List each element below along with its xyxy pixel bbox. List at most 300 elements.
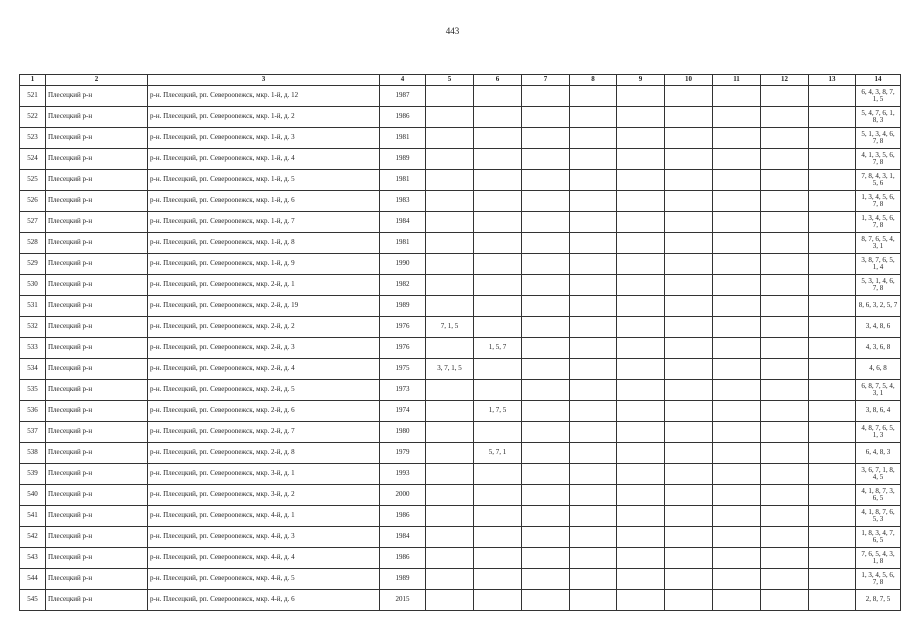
col-5-cell: 3, 7, 1, 5	[426, 359, 474, 380]
col-7-cell	[522, 254, 570, 275]
year-cell: 1973	[380, 380, 426, 401]
year-cell: 1986	[380, 506, 426, 527]
col-8-cell	[570, 569, 617, 590]
column-header-7: 7	[522, 75, 570, 86]
col-10-cell	[665, 296, 713, 317]
col-13-cell	[809, 338, 856, 359]
col-11-cell	[713, 464, 761, 485]
address-cell: р-н. Плесецкий, рп. Северооnежск, мкр. 2-й, д. 19	[148, 296, 380, 317]
table-row	[20, 254, 901, 275]
year-cell: 1986	[380, 548, 426, 569]
year-cell: 1976	[380, 317, 426, 338]
address-cell: р-н. Плесецкий, рп. Северооnежск, мкр. 2-й, д. 3	[148, 338, 380, 359]
column-header-6: 6	[474, 75, 522, 86]
col-5-cell	[426, 590, 474, 611]
address-cell: р-н. Плесецкий, рп. Северооnежск, мкр. 2-й, д. 2	[148, 317, 380, 338]
col-10-cell	[665, 254, 713, 275]
col-5-cell	[426, 443, 474, 464]
year-cell: 1979	[380, 443, 426, 464]
col-13-cell	[809, 380, 856, 401]
col-8-cell	[570, 464, 617, 485]
row-number-cell: 532	[20, 317, 46, 338]
row-number-cell: 530	[20, 275, 46, 296]
col-5-cell	[426, 128, 474, 149]
col-9-cell	[617, 422, 665, 443]
col-6-cell	[474, 485, 522, 506]
year-cell: 1981	[380, 170, 426, 191]
col-9-cell	[617, 485, 665, 506]
col-6-cell: 1, 7, 5	[474, 401, 522, 422]
col-6-cell	[474, 275, 522, 296]
col-10-cell	[665, 86, 713, 107]
col-10-cell	[665, 464, 713, 485]
district-cell: Плесецкий р-н	[46, 548, 148, 569]
table-row	[20, 548, 901, 569]
col-14-cell: 7, 6, 5, 4, 3, 1, 8	[856, 548, 901, 569]
col-10-cell	[665, 170, 713, 191]
col-6-cell	[474, 212, 522, 233]
col-7-cell	[522, 359, 570, 380]
col-13-cell	[809, 170, 856, 191]
year-cell: 1987	[380, 86, 426, 107]
address-cell: р-н. Плесецкий, рп. Северооnежск, мкр. 1-й, д. 4	[148, 149, 380, 170]
row-number-cell: 526	[20, 191, 46, 212]
table-row	[20, 107, 901, 128]
col-8-cell	[570, 212, 617, 233]
col-8-cell	[570, 191, 617, 212]
table-row	[20, 170, 901, 191]
col-10-cell	[665, 338, 713, 359]
table-row	[20, 590, 901, 611]
district-cell: Плесецкий р-н	[46, 254, 148, 275]
col-12-cell	[761, 233, 809, 254]
address-cell: р-н. Плесецкий, рп. Северооnежск, мкр. 2-й, д. 7	[148, 422, 380, 443]
address-cell: р-н. Плесецкий, рп. Северооnежск, мкр. 4-й, д. 6	[148, 590, 380, 611]
col-10-cell	[665, 485, 713, 506]
col-14-cell: 3, 8, 7, 6, 5, 1, 4	[856, 254, 901, 275]
col-6-cell	[474, 548, 522, 569]
row-number-cell: 544	[20, 569, 46, 590]
col-8-cell	[570, 548, 617, 569]
col-10-cell	[665, 506, 713, 527]
col-12-cell	[761, 527, 809, 548]
table-row	[20, 128, 901, 149]
district-cell: Плесецкий р-н	[46, 296, 148, 317]
col-13-cell	[809, 233, 856, 254]
col-5-cell	[426, 296, 474, 317]
col-9-cell	[617, 191, 665, 212]
col-12-cell	[761, 107, 809, 128]
col-5-cell	[426, 569, 474, 590]
col-12-cell	[761, 86, 809, 107]
col-14-cell: 5, 3, 1, 4, 6, 7, 8	[856, 275, 901, 296]
address-cell: р-н. Плесецкий, рп. Северооnежск, мкр. 4-й, д. 5	[148, 569, 380, 590]
col-7-cell	[522, 86, 570, 107]
row-number-cell: 542	[20, 527, 46, 548]
col-12-cell	[761, 149, 809, 170]
col-9-cell	[617, 170, 665, 191]
col-8-cell	[570, 401, 617, 422]
address-cell: р-н. Плесецкий, рп. Северооnежск, мкр. 3-й, д. 1	[148, 464, 380, 485]
table-row	[20, 338, 901, 359]
col-11-cell	[713, 212, 761, 233]
col-6-cell	[474, 191, 522, 212]
col-10-cell	[665, 233, 713, 254]
col-5-cell	[426, 464, 474, 485]
col-5-cell	[426, 170, 474, 191]
col-6-cell	[474, 170, 522, 191]
district-cell: Плесецкий р-н	[46, 170, 148, 191]
col-11-cell	[713, 590, 761, 611]
col-6-cell	[474, 464, 522, 485]
row-number-cell: 528	[20, 233, 46, 254]
row-number-cell: 531	[20, 296, 46, 317]
col-7-cell	[522, 527, 570, 548]
table-row	[20, 296, 901, 317]
col-9-cell	[617, 128, 665, 149]
table-row	[20, 317, 901, 338]
col-8-cell	[570, 254, 617, 275]
col-9-cell	[617, 590, 665, 611]
col-8-cell	[570, 527, 617, 548]
district-cell: Плесецкий р-н	[46, 464, 148, 485]
col-11-cell	[713, 527, 761, 548]
col-5-cell	[426, 191, 474, 212]
col-6-cell	[474, 296, 522, 317]
col-8-cell	[570, 380, 617, 401]
col-10-cell	[665, 191, 713, 212]
district-cell: Плесецкий р-н	[46, 422, 148, 443]
address-cell: р-н. Плесецкий, рп. Северооnежск, мкр. 1-й, д. 6	[148, 191, 380, 212]
col-5-cell	[426, 422, 474, 443]
col-12-cell	[761, 506, 809, 527]
row-number-cell: 537	[20, 422, 46, 443]
col-8-cell	[570, 338, 617, 359]
row-number-cell: 539	[20, 464, 46, 485]
year-cell: 2015	[380, 590, 426, 611]
col-10-cell	[665, 212, 713, 233]
col-5-cell	[426, 485, 474, 506]
col-11-cell	[713, 275, 761, 296]
district-cell: Плесецкий р-н	[46, 233, 148, 254]
col-7-cell	[522, 128, 570, 149]
address-cell: р-н. Плесецкий, рп. Северооnежск, мкр. 1-й, д. 3	[148, 128, 380, 149]
col-5-cell	[426, 212, 474, 233]
col-5-cell	[426, 548, 474, 569]
address-cell: р-н. Плесецкий, рп. Северооnежск, мкр. 1-й, д. 5	[148, 170, 380, 191]
year-cell: 1984	[380, 527, 426, 548]
col-6-cell	[474, 128, 522, 149]
col-11-cell	[713, 296, 761, 317]
address-cell: р-н. Плесецкий, рп. Северооnежск, мкр. 1-й, д. 7	[148, 212, 380, 233]
col-14-cell: 4, 1, 8, 7, 6, 5, 3	[856, 506, 901, 527]
column-header-11: 11	[713, 75, 761, 86]
table-body	[20, 86, 901, 611]
col-11-cell	[713, 86, 761, 107]
col-13-cell	[809, 590, 856, 611]
col-7-cell	[522, 380, 570, 401]
address-cell: р-н. Плесецкий, рп. Северооnежск, мкр. 1-й, д. 2	[148, 107, 380, 128]
col-6-cell	[474, 590, 522, 611]
col-13-cell	[809, 212, 856, 233]
col-10-cell	[665, 275, 713, 296]
col-5-cell	[426, 275, 474, 296]
col-6-cell	[474, 359, 522, 380]
district-cell: Плесецкий р-н	[46, 191, 148, 212]
col-7-cell	[522, 548, 570, 569]
table-row	[20, 86, 901, 107]
col-12-cell	[761, 464, 809, 485]
col-8-cell	[570, 359, 617, 380]
table-row	[20, 443, 901, 464]
col-6-cell	[474, 380, 522, 401]
year-cell: 1986	[380, 107, 426, 128]
col-7-cell	[522, 107, 570, 128]
col-10-cell	[665, 317, 713, 338]
year-cell: 1975	[380, 359, 426, 380]
col-14-cell: 8, 6, 3, 2, 5, 7	[856, 296, 901, 317]
column-header-8: 8	[570, 75, 617, 86]
address-cell: р-н. Плесецкий, рп. Северооnежск, мкр. 4-й, д. 4	[148, 548, 380, 569]
column-header-14: 14	[856, 75, 901, 86]
table-row	[20, 212, 901, 233]
col-11-cell	[713, 317, 761, 338]
col-12-cell	[761, 359, 809, 380]
col-6-cell	[474, 569, 522, 590]
col-11-cell	[713, 506, 761, 527]
col-8-cell	[570, 107, 617, 128]
year-cell: 1984	[380, 212, 426, 233]
col-6-cell	[474, 233, 522, 254]
col-11-cell	[713, 422, 761, 443]
district-cell: Плесецкий р-н	[46, 590, 148, 611]
col-12-cell	[761, 170, 809, 191]
table-row	[20, 380, 901, 401]
district-cell: Плесецкий р-н	[46, 338, 148, 359]
col-5-cell	[426, 401, 474, 422]
column-header-1: 1	[20, 75, 46, 86]
col-14-cell: 1, 3, 4, 5, 6, 7, 8	[856, 212, 901, 233]
column-header-5: 5	[426, 75, 474, 86]
table-row	[20, 401, 901, 422]
col-9-cell	[617, 401, 665, 422]
year-cell: 1981	[380, 128, 426, 149]
col-10-cell	[665, 443, 713, 464]
district-cell: Плесецкий р-н	[46, 212, 148, 233]
col-5-cell	[426, 254, 474, 275]
col-10-cell	[665, 548, 713, 569]
table-row	[20, 359, 901, 380]
year-cell: 1974	[380, 401, 426, 422]
col-14-cell: 5, 1, 3, 4, 6, 7, 8	[856, 128, 901, 149]
col-7-cell	[522, 191, 570, 212]
col-12-cell	[761, 128, 809, 149]
row-number-cell: 534	[20, 359, 46, 380]
col-14-cell: 6, 8, 7, 5, 4, 3, 1	[856, 380, 901, 401]
row-number-cell: 524	[20, 149, 46, 170]
col-8-cell	[570, 149, 617, 170]
col-13-cell	[809, 275, 856, 296]
col-12-cell	[761, 275, 809, 296]
col-10-cell	[665, 380, 713, 401]
col-7-cell	[522, 485, 570, 506]
housing-table	[19, 74, 901, 611]
address-cell: р-н. Плесецкий, рп. Северооnежск, мкр. 2-й, д. 1	[148, 275, 380, 296]
row-number-cell: 521	[20, 86, 46, 107]
column-header-12: 12	[761, 75, 809, 86]
col-8-cell	[570, 296, 617, 317]
header-row	[20, 75, 901, 86]
col-12-cell	[761, 443, 809, 464]
col-11-cell	[713, 569, 761, 590]
col-14-cell: 5, 4, 7, 6, 1, 8, 3	[856, 107, 901, 128]
district-cell: Плесецкий р-н	[46, 380, 148, 401]
row-number-cell: 527	[20, 212, 46, 233]
col-8-cell	[570, 275, 617, 296]
year-cell: 1980	[380, 422, 426, 443]
table-row	[20, 233, 901, 254]
column-header-2: 2	[46, 75, 148, 86]
col-7-cell	[522, 317, 570, 338]
district-cell: Плесецкий р-н	[46, 527, 148, 548]
year-cell: 1989	[380, 569, 426, 590]
col-10-cell	[665, 422, 713, 443]
district-cell: Плесецкий р-н	[46, 275, 148, 296]
col-8-cell	[570, 86, 617, 107]
col-7-cell	[522, 170, 570, 191]
col-11-cell	[713, 380, 761, 401]
column-header-3: 3	[148, 75, 380, 86]
address-cell: р-н. Плесецкий, рп. Северооnежск, мкр. 1-й, д. 12	[148, 86, 380, 107]
col-9-cell	[617, 380, 665, 401]
col-11-cell	[713, 254, 761, 275]
col-9-cell	[617, 254, 665, 275]
col-13-cell	[809, 86, 856, 107]
district-cell: Плесецкий р-н	[46, 317, 148, 338]
col-13-cell	[809, 506, 856, 527]
col-14-cell: 3, 6, 7, 1, 8, 4, 5	[856, 464, 901, 485]
col-5-cell	[426, 149, 474, 170]
col-14-cell: 2, 8, 7, 5	[856, 590, 901, 611]
col-10-cell	[665, 149, 713, 170]
col-10-cell	[665, 107, 713, 128]
col-5-cell: 7, 1, 5	[426, 317, 474, 338]
year-cell: 1989	[380, 149, 426, 170]
district-cell: Плесецкий р-н	[46, 359, 148, 380]
col-13-cell	[809, 401, 856, 422]
col-9-cell	[617, 296, 665, 317]
col-7-cell	[522, 338, 570, 359]
row-number-cell: 536	[20, 401, 46, 422]
col-14-cell: 3, 8, 6, 4	[856, 401, 901, 422]
row-number-cell: 533	[20, 338, 46, 359]
address-cell: р-н. Плесецкий, рп. Северооnежск, мкр. 2-й, д. 6	[148, 401, 380, 422]
col-9-cell	[617, 212, 665, 233]
address-cell: р-н. Плесецкий, рп. Северооnежск, мкр. 4-й, д. 3	[148, 527, 380, 548]
col-9-cell	[617, 233, 665, 254]
column-header-9: 9	[617, 75, 665, 86]
table-row	[20, 506, 901, 527]
col-11-cell	[713, 338, 761, 359]
year-cell: 1976	[380, 338, 426, 359]
district-cell: Плесецкий р-н	[46, 569, 148, 590]
col-8-cell	[570, 590, 617, 611]
year-cell: 1990	[380, 254, 426, 275]
district-cell: Плесецкий р-н	[46, 506, 148, 527]
col-7-cell	[522, 422, 570, 443]
col-7-cell	[522, 233, 570, 254]
year-cell: 2000	[380, 485, 426, 506]
col-14-cell: 1, 3, 4, 5, 6, 7, 8	[856, 569, 901, 590]
col-5-cell	[426, 86, 474, 107]
table-row	[20, 485, 901, 506]
col-6-cell	[474, 527, 522, 548]
year-cell: 1993	[380, 464, 426, 485]
row-number-cell: 543	[20, 548, 46, 569]
col-12-cell	[761, 380, 809, 401]
col-13-cell	[809, 464, 856, 485]
col-11-cell	[713, 170, 761, 191]
col-9-cell	[617, 359, 665, 380]
col-12-cell	[761, 485, 809, 506]
col-7-cell	[522, 464, 570, 485]
col-6-cell	[474, 254, 522, 275]
col-6-cell	[474, 149, 522, 170]
col-5-cell	[426, 233, 474, 254]
col-9-cell	[617, 107, 665, 128]
col-8-cell	[570, 233, 617, 254]
district-cell: Плесецкий р-н	[46, 401, 148, 422]
address-cell: р-н. Плесецкий, рп. Северооnежск, мкр. 1-й, д. 8	[148, 233, 380, 254]
row-number-cell: 523	[20, 128, 46, 149]
col-11-cell	[713, 233, 761, 254]
col-12-cell	[761, 338, 809, 359]
col-9-cell	[617, 548, 665, 569]
row-number-cell: 545	[20, 590, 46, 611]
col-10-cell	[665, 590, 713, 611]
col-12-cell	[761, 422, 809, 443]
row-number-cell: 525	[20, 170, 46, 191]
col-13-cell	[809, 191, 856, 212]
col-7-cell	[522, 569, 570, 590]
col-7-cell	[522, 212, 570, 233]
district-cell: Плесецкий р-н	[46, 128, 148, 149]
row-number-cell: 541	[20, 506, 46, 527]
col-11-cell	[713, 401, 761, 422]
col-14-cell: 4, 1, 3, 5, 6, 7, 8	[856, 149, 901, 170]
col-12-cell	[761, 401, 809, 422]
col-13-cell	[809, 359, 856, 380]
table-row	[20, 569, 901, 590]
col-12-cell	[761, 548, 809, 569]
col-6-cell	[474, 317, 522, 338]
col-12-cell	[761, 317, 809, 338]
col-13-cell	[809, 317, 856, 338]
row-number-cell: 522	[20, 107, 46, 128]
col-5-cell	[426, 380, 474, 401]
row-number-cell: 535	[20, 380, 46, 401]
col-9-cell	[617, 317, 665, 338]
col-14-cell: 4, 6, 8	[856, 359, 901, 380]
col-9-cell	[617, 506, 665, 527]
col-10-cell	[665, 569, 713, 590]
column-header-13: 13	[809, 75, 856, 86]
col-11-cell	[713, 443, 761, 464]
district-cell: Плесецкий р-н	[46, 443, 148, 464]
col-10-cell	[665, 128, 713, 149]
col-14-cell: 3, 4, 8, 6	[856, 317, 901, 338]
row-number-cell: 529	[20, 254, 46, 275]
